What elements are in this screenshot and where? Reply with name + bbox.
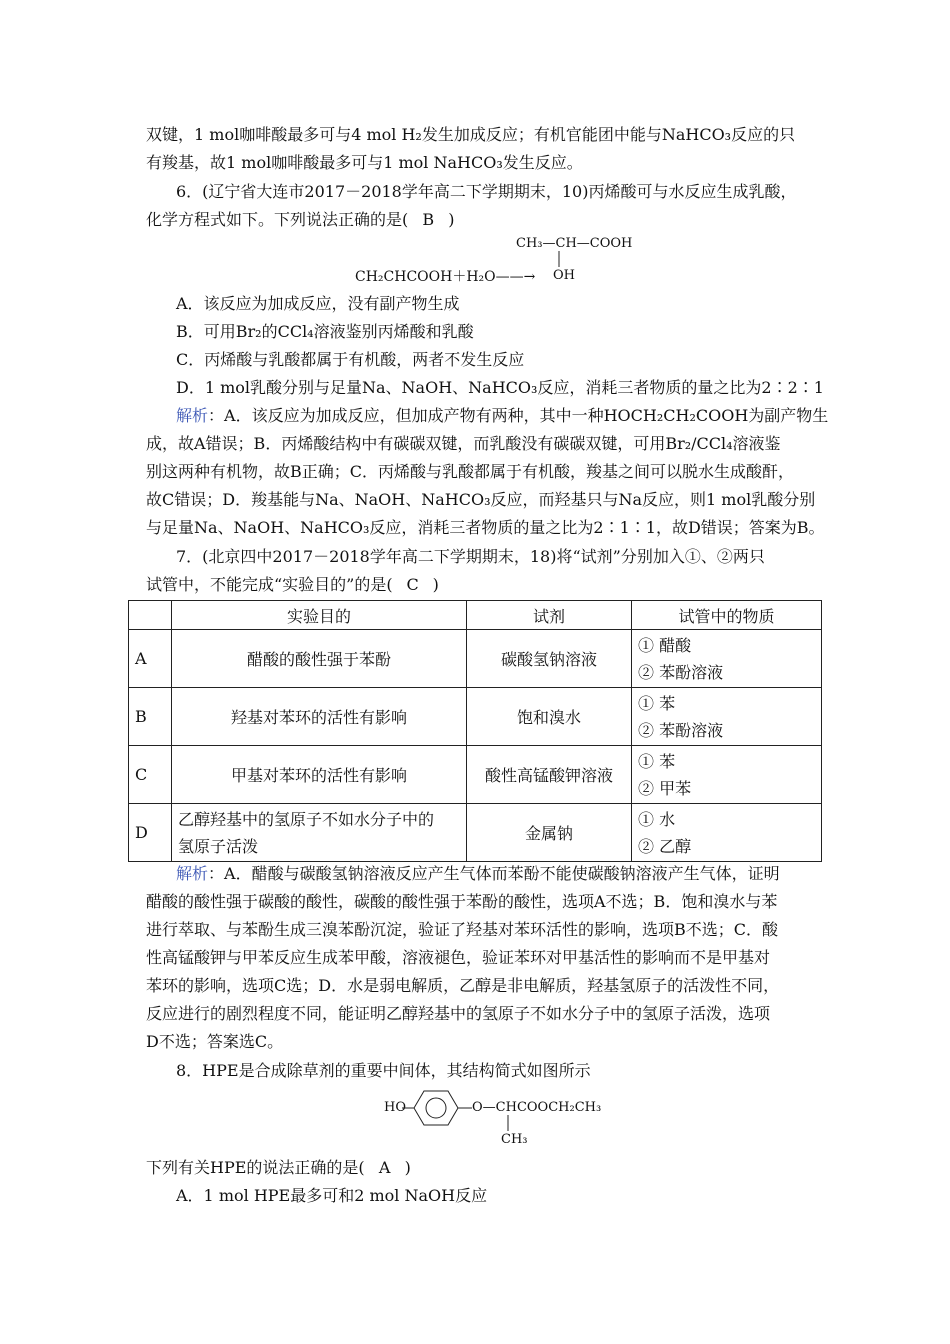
q8-option-a: A．1 mol HPE最多可和2 mol NaOH反应 (176, 1186, 488, 1205)
purpose-line-1: 乙醇羟基中的氢原子不如水分子中的 (178, 809, 435, 829)
q7-analysis-line: 进行萃取、与苯酚生成三溴苯酚沉淀，验证了羟基对苯环活性的影响，选项B不选；C．酸 (146, 920, 779, 939)
intro-line: 有羧基，故1 mol咖啡酸最多可与1 mol NaHCO₃发生反应。 (146, 153, 583, 172)
table-header-cell: 试管中的物质 (632, 601, 822, 630)
substance-1: ① 醋酸 (638, 635, 692, 655)
q6-eq-oh: OH (553, 268, 575, 283)
q8-struct-ch3: CH₃ (501, 1132, 528, 1147)
table-row (129, 804, 822, 862)
row-substances (632, 746, 822, 804)
q6-stem-line2 (146, 210, 455, 230)
q7-stem-text: 试管中，不能完成“实验目的”的是( (146, 575, 393, 594)
substance-1: ① 苯 (638, 693, 676, 713)
q6-stem: 6．(辽宁省大连市2017－2018学年高二下学期期末，10)丙烯酸可与水反应生成乳酸， (176, 182, 797, 201)
q7-analysis-label: 解析 (176, 864, 209, 883)
table-header-cell: 试剂 (467, 601, 632, 630)
table-row (129, 688, 822, 746)
q6-analysis-line: 别这两种有机物，故B正确；C．丙烯酸与乳酸都属于有机酸，羧基之间可以脱水生成酸酐， (146, 462, 795, 481)
table-header-row (129, 601, 822, 630)
table-header-cell: 实验目的 (172, 601, 467, 630)
q6-eq-bond (555, 250, 565, 268)
q7-table (128, 600, 822, 862)
table-row (129, 630, 822, 688)
row-label: A (129, 630, 172, 688)
q6-paren: ) (448, 210, 455, 229)
table-header-cell (129, 601, 172, 630)
row-label: C (129, 746, 172, 804)
intro-line: 双键，1 mol咖啡酸最多可与4 mol H₂发生加成反应；有机官能团中能与NaHCO₃反应的只 (146, 125, 796, 144)
q7-analysis-text: ：A．醋酸与碳酸氢钠溶液反应产生气体而苯酚不能使碳酸钠溶液产生气体，证明 (208, 864, 780, 883)
q6-analysis-line: 与足量Na、NaOH、NaHCO₃反应，消耗三者物质的量之比为2∶1∶1，故D错误；答案为B。 (146, 518, 825, 537)
q7-analysis-first (176, 864, 780, 884)
q8-struct-ho: HO (384, 1100, 406, 1115)
q8-question-line (146, 1158, 411, 1178)
row-substances (632, 804, 822, 862)
q6-option-a: A．该反应为加成反应，没有副产物生成 (176, 294, 460, 313)
row-reagent: 饱和溴水 (467, 688, 632, 746)
substance-2: ② 苯酚溶液 (638, 720, 724, 740)
q6-analysis-line: 成，故A错误；B．丙烯酸结构中有碳碳双键，而乳酸没有碳碳双键，可用Br₂/CCl₄溶液鉴 (146, 434, 781, 453)
q8-paren: ) (404, 1158, 411, 1177)
benzene-ring-icon (402, 1088, 482, 1128)
q6-option-d: D．1 mol乳酸分别与足量Na、NaOH、NaHCO₃反应，消耗三者物质的量之比为2∶2∶1 (176, 378, 824, 397)
q7-analysis-line: 醋酸的酸性强于碳酸的酸性，碳酸的酸性强于苯酚的酸性，选项A不选；B．饱和溴水与苯 (146, 892, 778, 911)
table-row (129, 746, 822, 804)
row-substances (632, 630, 822, 688)
q7-analysis-line: D不选；答案选C。 (146, 1032, 284, 1051)
q8-stem: 8．HPE是合成除草剂的重要中间体，其结构简式如图所示 (176, 1061, 591, 1080)
q6-stem-text: 化学方程式如下。下列说法正确的是( (146, 210, 409, 229)
row-substances (632, 688, 822, 746)
substance-1: ① 水 (638, 809, 676, 829)
q7-stem: 7．(北京四中2017－2018学年高二下学期期末，18)将“试剂”分别加入①、②两只 (176, 547, 765, 566)
q7-paren: ) (432, 575, 439, 594)
row-purpose: 醋酸的酸性强于苯酚 (172, 630, 467, 688)
q6-option-b: B．可用Br₂的CCl₄溶液鉴别丙烯酸和乳酸 (176, 322, 474, 341)
q8-question-text: 下列有关HPE的说法正确的是( (146, 1158, 365, 1177)
q6-analysis-first (176, 406, 828, 426)
substance-2: ② 甲苯 (638, 778, 692, 798)
q7-analysis-line: 苯环的影响，选项C选；D．水是弱电解质，乙醇是非电解质，羟基氢原子的活泼性不同， (146, 976, 780, 995)
row-reagent: 碳酸氢钠溶液 (467, 630, 632, 688)
q7-analysis-line: 反应进行的剧烈程度不同，能证明乙醇羟基中的氢原子不如水分子中的氢原子活泼，选项 (146, 1004, 771, 1023)
q7-answer: C (406, 575, 419, 594)
row-reagent: 金属钠 (467, 804, 632, 862)
q8-struct-chain: O—CHCOOCH₂CH₃ (472, 1100, 602, 1115)
row-purpose (172, 804, 467, 862)
row-reagent: 酸性高锰酸钾溶液 (467, 746, 632, 804)
row-purpose: 羟基对苯环的活性有影响 (172, 688, 467, 746)
q6-analysis-label: 解析 (176, 406, 209, 425)
q7-analysis-line: 性高锰酸钾与甲苯反应生成苯甲酸，溶液褪色，验证苯环对甲基活性的影响而不是甲基对 (146, 948, 771, 967)
substance-2: ② 乙醇 (638, 836, 692, 856)
substance-1: ① 苯 (638, 751, 676, 771)
q8-struct-bond (504, 1114, 514, 1132)
q7-stem-line2 (146, 575, 439, 595)
q6-eq-product: CH₃—CH—COOH (516, 236, 633, 251)
purpose-line-2: 氢原子活泼 (178, 836, 259, 856)
q6-analysis-line: 故C错误；D．羧基能与Na、NaOH、NaHCO₃反应，而羟基只与Na反应，则1 mol乳酸分别 (146, 490, 816, 509)
row-label: D (129, 804, 172, 862)
q6-option-c: C．丙烯酸与乳酸都属于有机酸，两者不发生反应 (176, 350, 525, 369)
q6-answer: B (422, 210, 435, 229)
substance-2: ② 苯酚溶液 (638, 662, 724, 682)
row-purpose: 甲基对苯环的活性有影响 (172, 746, 467, 804)
q6-analysis-text: ：A．该反应为加成反应，但加成产物有两种，其中一种HOCH₂CH₂COOH为副产物生 (208, 406, 829, 425)
q8-answer: A (378, 1158, 391, 1177)
q6-eq-reactants: CH₂CHCOOH＋H₂O——→ (355, 269, 536, 285)
row-label: B (129, 688, 172, 746)
